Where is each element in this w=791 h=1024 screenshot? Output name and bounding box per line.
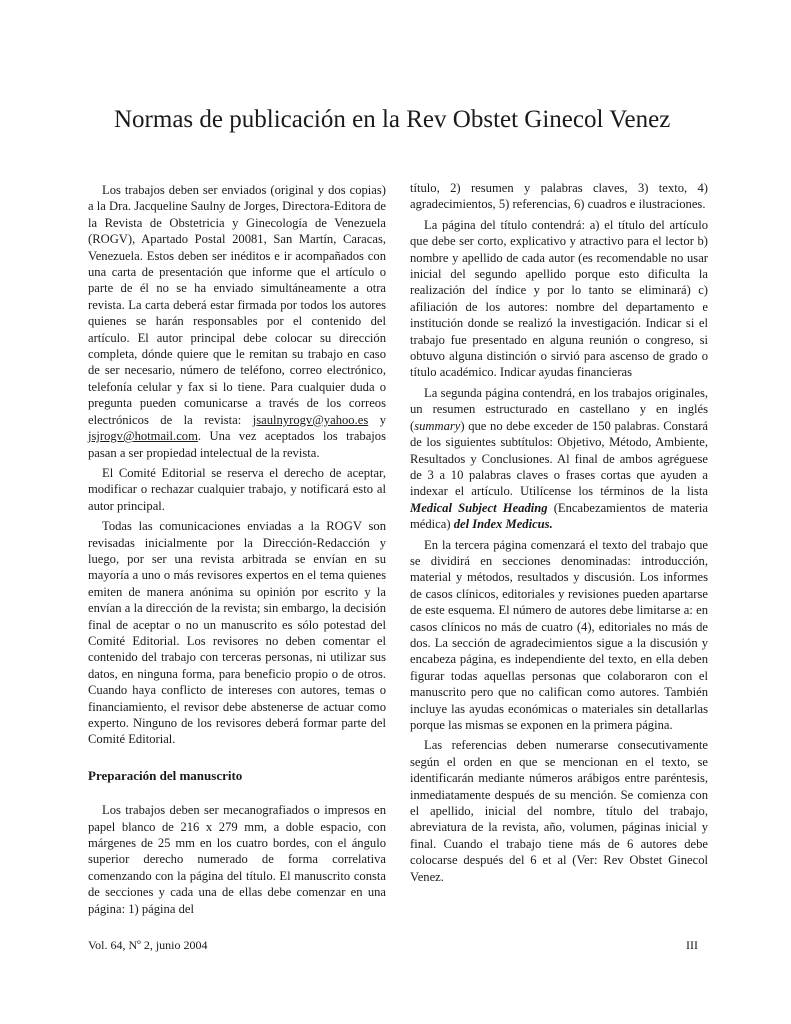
page-title: Normas de publicación en la Rev Obstet Ginecol Venez (114, 106, 671, 133)
email-link-hotmail[interactable]: jsjrogv@hotmail.com (88, 429, 198, 444)
conjunction-text: y (379, 412, 386, 427)
paragraph-submission (88, 182, 386, 461)
paragraph-review-process: Todas las comunicaciones enviadas a la ROGV son revisadas inicialmente por la Dirección-Redacción y luego, por ser una revista arbitrada se envían en su mayoría a uno o más revisores expertos en el tema quienes emiten de manera anónima su opinión por escrito y la envían a la dirección de la revista; sin embargo, la decisión final de aceptar o no un manuscrito es sólo potestad del Comité Editorial. Los revisores no deben comentar el contenido del trabajo con terceras personas, ni utilizar sus datos, en ninguna forma, para beneficio propio o de otros. Cuando haya conflicto de intereses con autores, temas o financiamiento, el revisor debe abstenerse de actuar como experto. Ninguno de los revisores deberá formar parte del Comité Editorial. (88, 519, 386, 747)
footer-page-number: III (686, 938, 698, 952)
index-medicus-term: del Index Medicus. (453, 517, 553, 532)
right-column (410, 180, 708, 889)
email-link-yahoo[interactable]: jsaulnyrogv@yahoo.es (252, 412, 369, 427)
abstract-text-mid: ) que no debe exceder de 150 palabras. Constará de los siguientes subtítulos: Objetivo, Método, Ambiente, Resultados y Conclusiones. Al final de ambos agréguese de 3 a 10 palabras claves o frases cortas que ayuden a indexar el artículo. Utilícense los términos de la lista (410, 418, 708, 499)
paragraph-sections-list: título, 2) resumen y palabras claves, 3) texto, 4) agradecimientos, 5) referencias, 6) cuadros e ilustraciones. (410, 181, 708, 212)
paragraph-editorial-rights: El Comité Editorial se reserva el derecho de aceptar, modificar o rechazar cualquier trabajo, y notificará esto al autor principal. (88, 465, 386, 513)
abstract-text: La segunda página contendrá, en los trabajos originales, un resumen estructurado en castellano y en inglés ( (410, 385, 708, 433)
submission-text: Los trabajos deben ser enviados (original y dos copias) a la Dra. Jacqueline Saulny de Jorges, Directora-Editora de la Revista de Obstetricia y Ginecología de Venezuela (ROGV), Apartado Postal 20081, San Martín, Caracas, Venezuela. Estos deben ser inéditos e ir acompañados con una carta de presentación que informe que el artículo o parte de él no se ha enviado simultáneamente a otra revista. La carta deberá estar firmada por todos los autores quienes se harán responsables por el contenido del artículo. El autor principal debe colocar su dirección completa, dónde quiere que le remitan su trabajo en caso de ser necesario, número de teléfono, correo electrónico, telefonía celular y fax si lo tiene. Para cualquier duda o pregunta pueden comunicarse a través de los correos electrónicos de la revista: (88, 183, 386, 427)
paragraph-title-page: La página del título contendrá: a) el título del artículo que debe ser corto, explicativo y atractivo para el lector b) nombre y apellido de cada autor (es recomendable no usar inicial del segundo apellido porque esto dificulta la realización del índice y por lo tanto se eliminará) c) afiliación de los autores: nombre del departamento e institución donde se realizó la investigación. Indicar si el trabajo fue presentado en alguna reunión o congreso, si obtuvo alguna distinción o sirvió para ascenso de grado o título académico. Indicar ayudas financieras (410, 217, 708, 380)
paragraph-abstract (410, 385, 708, 533)
left-column (88, 182, 386, 921)
mesh-translation: (Encabezamientos de materia médica) (410, 500, 709, 532)
paragraph-body-text: En la tercera página comenzará el texto del trabajo que se dividirá en secciones denominadas: introducción, material y métodos, resultados y discusión. Los informes de casos clínicos, editoriales y revisiones pueden apartarse de este esquema. El número de autores debe limitarse a: en casos clínicos no más de cuatro (4), editoriales no más de dos. La sección de agradecimientos sigue a la discusión y encabeza página, es independiente del texto, en ella deben figurar todas aquellas personas que colaboraron con el manuscrito pero que no califican como autores. También incluye las ayudas económicas o materiales sin detallarlas porque las mismas se exponen en la primera página. (410, 537, 708, 732)
section-heading-manuscript: Preparación del manuscrito (88, 767, 243, 783)
summary-term: summary (414, 418, 461, 433)
submission-text-end: . Una vez aceptados los trabajos pasan a ser propiedad intelectual de la revista. (88, 429, 386, 460)
paragraph-references: Las referencias deben numerarse consecutivamente según el orden en que se mencionan en el texto, se identificarán mediante números arábigos entre paréntesis, inmediatamente después de su mención. Se comienza con el apellido, inicial del nombre, título del trabajo, abreviatura de la revista, año, volumen, páginas inicial y final. Cuando el trabajo tiene más de 6 autores debe colocarse después del 6 et al (Ver: Rev Obstet Ginecol Venez. (410, 738, 708, 884)
paragraph-manuscript-format: Los trabajos deben ser mecanografiados o impresos en papel blanco de 216 x 279 mm, a doble espacio, con márgenes de 25 mm en los cuatro bordes, con el ángulo superior derecho numerado de forma correlativa comenzando con la página del título. El manuscrito consta de secciones y cada una de ellas debe comenzar en una página: 1) página del (88, 803, 386, 916)
footer-citation: Vol. 64, Nº 2, junio 2004 (88, 938, 208, 952)
mesh-term: Medical Subject Heading (410, 500, 548, 515)
